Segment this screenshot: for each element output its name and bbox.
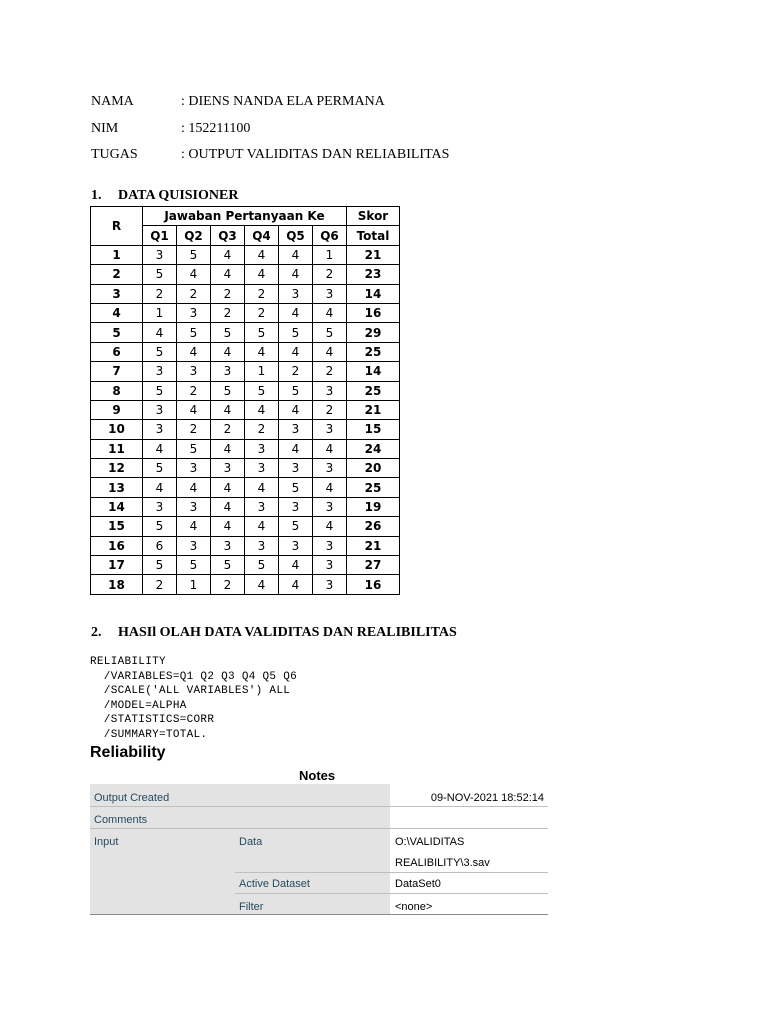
answer-cell: 5 [143,556,177,575]
answer-cell: 3 [313,575,347,594]
answer-cell: 4 [245,265,279,284]
data-value-line1: O:\VALIDITAS [395,836,465,848]
answer-cell: 3 [279,536,313,555]
answer-cell: 4 [211,497,245,516]
total-score-cell: 16 [347,575,400,594]
answer-cell: 1 [177,575,211,594]
total-score-cell: 21 [347,245,400,264]
identity-block [91,94,449,174]
spss-syntax [90,655,297,743]
table-row [91,284,400,303]
answer-cell: 3 [177,459,211,478]
answer-cell: 4 [313,439,347,458]
answer-cell: 4 [177,517,211,536]
syntax-line: /SCALE('ALL VARIABLES') ALL [90,685,291,698]
output-created-value: 09-NOV-2021 18:52:14 [430,792,544,804]
answer-cell: 5 [211,556,245,575]
answer-cell: 5 [245,556,279,575]
answer-cell: 3 [211,362,245,381]
respondent-cell: 11 [91,439,143,458]
total-score-cell: 14 [347,284,400,303]
respondent-header: R [91,207,143,246]
table-row [91,265,400,284]
answer-cell: 1 [313,245,347,264]
answer-cell: 4 [177,478,211,497]
answer-cell: 5 [177,323,211,342]
respondent-cell: 13 [91,478,143,497]
answer-cell: 4 [313,303,347,322]
section-number: 2. [91,625,102,640]
answer-cell: 4 [211,265,245,284]
total-score-cell: 29 [347,323,400,342]
syntax-line: /STATISTICS=CORR [90,714,215,727]
answer-cell: 4 [143,323,177,342]
question-header: Q4 [245,226,279,245]
answer-cell: 2 [313,400,347,419]
answer-cell: 4 [177,265,211,284]
identity-label: NAMA [91,94,134,109]
answer-cell: 3 [313,497,347,516]
answer-cell: 4 [177,342,211,361]
input-label: Input [94,836,119,848]
respondent-cell: 6 [91,342,143,361]
syntax-line: /MODEL=ALPHA [90,699,187,712]
total-score-cell: 24 [347,439,400,458]
answer-cell: 4 [245,478,279,497]
respondent-cell: 5 [91,323,143,342]
table-header-row [91,207,400,226]
answer-cell: 2 [211,284,245,303]
filter-label: Filter [239,901,264,913]
answer-cell: 2 [211,303,245,322]
table-row [91,420,400,439]
answer-cell: 4 [279,575,313,594]
identity-row-name [91,94,449,121]
respondent-cell: 18 [91,575,143,594]
answer-cell: 5 [177,245,211,264]
answer-cell: 3 [177,536,211,555]
answer-cell: 5 [279,381,313,400]
filter-value: <none> [395,901,433,913]
table-row [91,556,400,575]
table-row [91,323,400,342]
answer-cell: 2 [313,362,347,381]
answer-cell: 2 [143,284,177,303]
respondent-cell: 10 [91,420,143,439]
reliability-title: Reliability [90,744,166,761]
answer-cell: 5 [279,478,313,497]
answer-cell: 3 [245,439,279,458]
respondent-cell: 4 [91,303,143,322]
answer-cell: 3 [245,459,279,478]
answer-cell: 4 [279,265,313,284]
answer-cell: 3 [245,497,279,516]
table-row [91,517,400,536]
identity-row-task [91,147,449,174]
answer-cell: 3 [313,420,347,439]
score-header: Skor [347,207,400,226]
respondent-cell: 14 [91,497,143,516]
answer-cell: 5 [245,381,279,400]
syntax-line: /SUMMARY=TOTAL. [90,728,208,741]
respondent-cell: 8 [91,381,143,400]
answer-cell: 5 [313,323,347,342]
answer-cell: 4 [313,342,347,361]
answer-cell: 3 [279,284,313,303]
identity-row-nim [91,121,449,148]
answer-cell: 2 [177,420,211,439]
answer-cell: 6 [143,536,177,555]
answer-cell: 5 [245,323,279,342]
table-row [91,400,400,419]
total-score-cell: 20 [347,459,400,478]
total-score-cell: 19 [347,497,400,516]
answer-cell: 3 [245,536,279,555]
answer-cell: 3 [177,362,211,381]
active-dataset-label: Active Dataset [239,878,310,890]
table-row [91,536,400,555]
table-row [91,245,400,264]
row-label-cell [90,784,390,806]
respondent-cell: 3 [91,284,143,303]
answer-cell: 2 [143,575,177,594]
answer-cell: 4 [211,439,245,458]
table-row [90,784,548,806]
answer-cell: 3 [211,536,245,555]
syntax-line: /VARIABLES=Q1 Q2 Q3 Q4 Q5 Q6 [90,670,298,683]
answer-cell: 5 [177,556,211,575]
answer-cell: 5 [143,381,177,400]
answer-cell: 5 [143,459,177,478]
answer-cell: 4 [245,575,279,594]
section-number: 1. [91,188,102,203]
answer-cell: 3 [211,459,245,478]
table-row [91,342,400,361]
total-score-cell: 25 [347,381,400,400]
answer-cell: 5 [143,265,177,284]
answer-cell: 4 [211,478,245,497]
identity-value: : DIENS NANDA ELA PERMANA [181,94,385,109]
total-score-cell: 27 [347,556,400,575]
section-1-heading [91,188,238,204]
row-divider [235,872,548,873]
answer-cell: 4 [279,342,313,361]
respondent-cell: 12 [91,459,143,478]
answer-cell: 4 [313,517,347,536]
identity-label: TUGAS [91,147,138,162]
answer-cell: 3 [279,459,313,478]
question-header: Q5 [279,226,313,245]
answer-cell: 4 [211,400,245,419]
answer-cell: 2 [313,265,347,284]
question-header: Q6 [313,226,347,245]
answer-cell: 4 [245,245,279,264]
answer-cell: 4 [279,400,313,419]
question-header: Q1 [143,226,177,245]
table-row [91,362,400,381]
question-header: Q2 [177,226,211,245]
answer-cell: 3 [279,497,313,516]
answer-cell: 4 [245,517,279,536]
answer-cell: 4 [279,556,313,575]
table-row [91,497,400,516]
answer-cell: 2 [177,381,211,400]
data-label: Data [239,836,263,848]
score-header-total: Total [347,226,400,245]
answer-cell: 2 [245,303,279,322]
answer-cell: 5 [279,323,313,342]
answer-cell: 3 [143,400,177,419]
active-dataset-value: DataSet0 [395,878,441,890]
total-score-cell: 23 [347,265,400,284]
answer-cell: 3 [143,245,177,264]
answer-cell: 2 [177,284,211,303]
respondent-cell: 1 [91,245,143,264]
respondent-cell: 9 [91,400,143,419]
answer-cell: 2 [279,362,313,381]
answer-cell: 4 [211,342,245,361]
syntax-line: RELIABILITY [90,656,166,668]
identity-label: NIM [91,120,119,136]
total-score-cell: 25 [347,478,400,497]
answer-cell: 2 [245,420,279,439]
table-row [91,575,400,594]
respondent-cell: 17 [91,556,143,575]
answer-cell: 2 [211,420,245,439]
answer-cell: 4 [143,439,177,458]
table-row [91,478,400,497]
section-2-heading [91,625,457,641]
table-row [91,381,400,400]
answer-cell: 4 [143,478,177,497]
respondent-cell: 7 [91,362,143,381]
answer-cell: 3 [143,420,177,439]
answer-cell: 4 [211,245,245,264]
total-score-cell: 25 [347,342,400,361]
answer-cell: 3 [143,362,177,381]
answer-cell: 5 [211,323,245,342]
table-bottom-rule [90,914,548,915]
comments-label: Comments [94,814,148,826]
answer-cell: 2 [211,575,245,594]
total-score-cell: 26 [347,517,400,536]
answer-cell: 1 [245,362,279,381]
answer-cell: 5 [279,517,313,536]
section-title: HASIl OLAH DATA VALIDITAS DAN REALIBILITAS [118,625,457,640]
total-score-cell: 14 [347,362,400,381]
respondent-cell: 2 [91,265,143,284]
row-label-cell [90,807,390,828]
total-score-cell: 21 [347,400,400,419]
answer-cell: 3 [313,284,347,303]
section-title: DATA QUISIONER [118,188,239,203]
question-header: Q3 [211,226,245,245]
answer-cell: 3 [313,536,347,555]
questionnaire-table [90,206,400,595]
table-row [91,439,400,458]
identity-value: : 152211100 [181,120,251,136]
answer-cell: 5 [177,439,211,458]
total-score-cell: 15 [347,420,400,439]
answer-cell: 3 [313,381,347,400]
answer-cell: 2 [245,284,279,303]
answer-cell: 4 [211,517,245,536]
data-value-line2: REALIBILITY\3.sav [395,857,490,869]
answer-cell: 4 [245,400,279,419]
answer-cell: 3 [313,459,347,478]
answer-cell: 4 [177,400,211,419]
answer-cell: 5 [143,517,177,536]
row-divider [235,893,548,894]
answer-cell: 5 [211,381,245,400]
answer-cell: 4 [279,303,313,322]
answer-cell: 3 [313,556,347,575]
table-row [91,303,400,322]
answer-cell: 1 [143,303,177,322]
respondent-cell: 16 [91,536,143,555]
total-score-cell: 21 [347,536,400,555]
answer-cell: 4 [279,245,313,264]
answer-cell: 3 [279,420,313,439]
answer-cell: 4 [245,342,279,361]
notes-title: Notes [299,768,336,783]
identity-value: : OUTPUT VALIDITAS DAN RELIABILITAS [181,147,450,162]
total-score-cell: 16 [347,303,400,322]
answer-cell: 3 [143,497,177,516]
table-row [90,807,548,828]
answer-cell: 4 [313,478,347,497]
output-created-label: Output Created [94,792,170,804]
table-body [91,245,400,594]
table-row [91,459,400,478]
answer-cell: 3 [177,497,211,516]
answers-group-header: Jawaban Pertanyaan Ke [143,207,347,226]
answer-cell: 5 [143,342,177,361]
answer-cell: 4 [279,439,313,458]
answer-cell: 3 [177,303,211,322]
respondent-cell: 15 [91,517,143,536]
